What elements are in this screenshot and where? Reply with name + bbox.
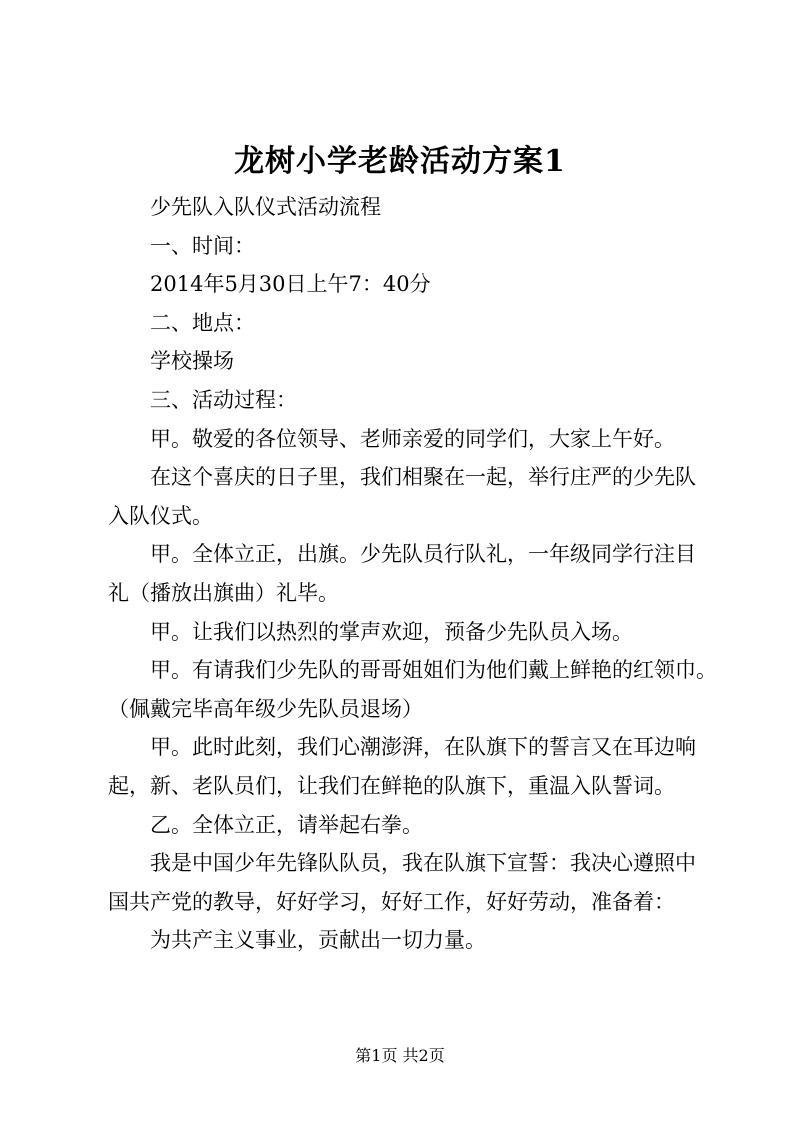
- body-line: 甲。有请我们少先队的哥哥姐姐们为他们戴上鲜艳的红领巾。: [150, 658, 717, 683]
- body-line: 二、地点：: [150, 310, 255, 335]
- document-title: 龙树小学老龄活动方案1: [234, 144, 566, 179]
- body-line: 为共产主义事业，贡献出一切力量。: [150, 928, 486, 953]
- body-line: 2014年5月30日上午7：40分: [150, 272, 431, 297]
- body-line: 礼（播放出旗曲）礼毕。: [108, 580, 339, 605]
- page-footer: 第1页 共2页: [355, 1046, 445, 1065]
- body-line: 起，新、老队员们，让我们在鲜艳的队旗下，重温入队誓词。: [108, 773, 675, 798]
- body-line: 少先队入队仪式活动流程: [150, 195, 381, 219]
- body-line: （佩戴完毕高年级少先队员退场）: [108, 696, 423, 721]
- body-line: 甲。此时此刻，我们心潮澎湃，在队旗下的誓言又在耳边响: [150, 735, 696, 760]
- body-line: 国共产党的教导，好好学习，好好工作，好好劳动，准备着：: [108, 889, 675, 914]
- body-line: 学校操场: [150, 349, 234, 374]
- document-body: [108, 188, 717, 960]
- body-line: 甲。敬爱的各位领导、老师亲爱的同学们，大家上午好。: [150, 426, 675, 451]
- body-line: 甲。全体立正，出旗。少先队员行队礼，一年级同学行注目: [150, 542, 696, 567]
- body-line: 三、活动过程：: [150, 387, 297, 412]
- body-line: 甲。让我们以热烈的掌声欢迎，预备少先队员入场。: [150, 619, 633, 644]
- body-line: 一、时间：: [150, 233, 255, 258]
- body-line: 我是中国少年先锋队队员，我在队旗下宣誓：我决心遵照中: [150, 851, 696, 876]
- body-line: 乙。全体立正，请举起右拳。: [150, 812, 423, 837]
- body-line: 在这个喜庆的日子里，我们相聚在一起，举行庄严的少先队: [150, 465, 696, 490]
- body-line: 入队仪式。: [108, 503, 213, 528]
